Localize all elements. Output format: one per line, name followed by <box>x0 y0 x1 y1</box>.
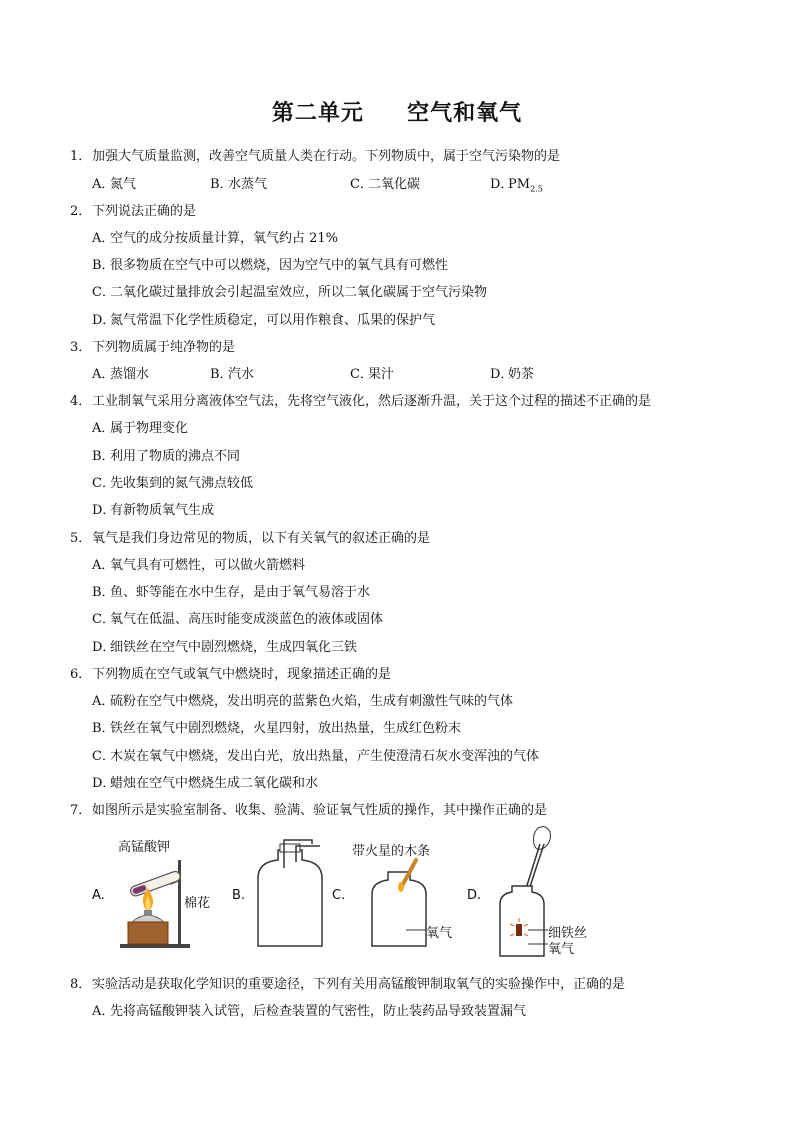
option-letter: A． <box>92 231 115 246</box>
option-letter: C． <box>350 367 373 382</box>
option-letter: A． <box>92 1004 115 1019</box>
question-7: 7．如图所示是实验室制备、收集、验满、验证氧气性质的操作，其中操作正确的是 <box>70 799 547 818</box>
option-letter: D． <box>490 177 514 192</box>
q6-option-d[interactable]: D．蜡烛在空气中燃烧生成二氧化碳和水 <box>92 772 318 791</box>
q4-option-a[interactable]: A．属于物理变化 <box>92 417 188 436</box>
q5-option-c[interactable]: C．氧气在低温、高压时能变成淡蓝色的液体或固体 <box>92 608 383 627</box>
fig-c-label-splint: 带火星的木条 <box>352 844 431 859</box>
title-topic: 空气和氧气 <box>407 101 523 126</box>
fig-c-letter[interactable]: C. <box>332 888 346 903</box>
q2-option-a[interactable]: A．空气的成分按质量计算，氧气约占 21% <box>92 227 338 246</box>
q4-option-c[interactable]: C．先收集到的氮气沸点较低 <box>92 472 253 491</box>
q4-option-d[interactable]: D．有新物质氧气生成 <box>92 499 214 518</box>
question-number: 8． <box>70 977 92 992</box>
option-letter: C． <box>92 612 115 627</box>
question-number: 2． <box>70 204 92 219</box>
q5-option-d[interactable]: D．细铁丝在空气中剧烈燃烧，生成四氧化三铁 <box>92 636 357 655</box>
fig-d-iron-wire-bottle <box>494 822 556 960</box>
page-title <box>0 96 794 127</box>
q6-option-b[interactable]: B．铁丝在氧气中剧烈燃烧，火星四射，放出热量，生成红色粉末 <box>92 717 461 736</box>
option-letter: C． <box>92 476 115 491</box>
question-1: 1．加强大气质量监测，改善空气质量人类在行动。下列物质中，属于空气污染物的是 <box>70 145 560 164</box>
q1-option-d[interactable]: D．$PM_{2.5}$ <box>490 173 543 194</box>
question-number: 3． <box>70 340 92 355</box>
option-letter: D． <box>92 313 116 328</box>
option-letter: C． <box>350 177 373 192</box>
fig-a-label-cotton: 棉花 <box>184 896 211 911</box>
option-letter: C． <box>92 285 115 300</box>
option-letter: A． <box>92 421 115 436</box>
q3-option-a[interactable]: A．蒸馏水 <box>92 363 149 382</box>
q6-option-a[interactable]: A．硫粉在空气中燃烧，发出明亮的蓝紫色火焰，生成有刺激性气味的气体 <box>92 690 513 709</box>
fig-d-label-oxygen: 氧气 <box>548 942 575 957</box>
q2-option-b[interactable]: B．很多物质在空气中可以燃烧，因为空气中的氧气具有可燃性 <box>92 254 448 273</box>
question-number: 1． <box>70 149 92 164</box>
option-letter: D． <box>490 367 514 382</box>
option-letter: B． <box>92 721 115 736</box>
fig-a-letter[interactable]: A. <box>92 888 105 903</box>
fig-d-label-wire: 细铁丝 <box>548 926 588 941</box>
question-6: 6．下列物质在空气或氧气中燃烧时，现象描述正确的是 <box>70 663 391 682</box>
fig-a-heating-apparatus <box>112 850 202 952</box>
question-3: 3．下列物质属于纯净物的是 <box>70 336 235 355</box>
option-letter: B． <box>210 367 233 382</box>
option-letter: D． <box>92 503 116 518</box>
q6-option-c[interactable]: C．木炭在氧气中燃烧，发出白光，放出热量，产生使澄清石灰水变浑浊的气体 <box>92 745 539 764</box>
option-letter: A． <box>92 367 115 382</box>
q1-option-b[interactable]: B．水蒸气 <box>210 173 267 192</box>
option-letter: B． <box>92 258 115 273</box>
question-8: 8．实验活动是获取化学知识的重要途径，下列有关用高锰酸钾制取氧气的实验操作中，正确的是 <box>70 973 625 992</box>
option-letter: A． <box>92 177 115 192</box>
q3-option-d[interactable]: D．奶茶 <box>490 363 534 382</box>
q3-option-c[interactable]: C．果汁 <box>350 363 394 382</box>
q8-option-a[interactable]: A．先将高锰酸钾装入试管，后检查装置的气密性，防止装药品导致装置漏气 <box>92 1000 526 1019</box>
option-letter: B． <box>92 449 115 464</box>
title-unit: 第二单元 <box>271 101 364 126</box>
q4-option-b[interactable]: B．利用了物质的沸点不同 <box>92 445 240 464</box>
question-4: 4．工业制氧气采用分离液体空气法，先将空气液化，然后逐渐升温，关于这个过程的描述不正确的是 <box>70 390 651 409</box>
q5-option-b[interactable]: B．鱼、虾等能在水中生存，是由于氧气易溶于水 <box>92 581 370 600</box>
q5-option-a[interactable]: A．氧气具有可燃性，可以做火箭燃料 <box>92 554 305 573</box>
q2-option-d[interactable]: D．氮气常温下化学性质稳定，可以用作粮食、瓜果的保护气 <box>92 309 435 328</box>
q1-option-a[interactable]: A．氮气 <box>92 173 136 192</box>
fig-a-label-kmno4: 高锰酸钾 <box>118 840 171 855</box>
q1-option-c[interactable]: C．二氧化碳 <box>350 173 420 192</box>
fig-c-label-oxygen: 氧气 <box>426 926 453 941</box>
question-2: 2．下列说法正确的是 <box>70 200 196 219</box>
fig-b-letter[interactable]: B. <box>232 888 246 903</box>
option-letter: D． <box>92 776 116 791</box>
q2-option-c[interactable]: C．二氧化碳过量排放会引起温室效应，所以二氧化碳属于空气污染物 <box>92 281 487 300</box>
option-letter: D． <box>92 640 116 655</box>
fig-b-gas-bottle <box>250 838 334 952</box>
option-letter: B． <box>92 585 115 600</box>
option-letter: A． <box>92 558 115 573</box>
question-5: 5．氧气是我们身边常见的物质，以下有关氧气的叙述正确的是 <box>70 527 430 546</box>
option-letter: B． <box>210 177 233 192</box>
question-number: 5． <box>70 531 92 546</box>
question-number: 7． <box>70 803 92 818</box>
q3-option-b[interactable]: B．汽水 <box>210 363 254 382</box>
option-letter: A． <box>92 694 115 709</box>
option-letter: C． <box>92 749 115 764</box>
fig-d-letter[interactable]: D. <box>467 888 482 903</box>
fig-c-oxygen-bottle <box>366 856 432 950</box>
question-number: 6． <box>70 667 92 682</box>
question-number: 4． <box>70 394 92 409</box>
